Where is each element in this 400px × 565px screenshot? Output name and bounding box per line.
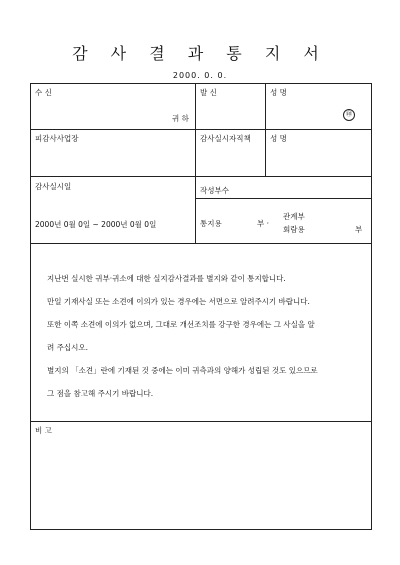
sender-name-label: 성 명 [270, 88, 287, 97]
body-paragraph: 만일 기재사실 또는 소견에 이의가 있는 경우에는 서면으로 알려주시기 바랍니다. [47, 297, 310, 306]
document-title: 감 사 결 과 통 지 서 [72, 44, 328, 63]
document-date: 2000. 0. 0. [172, 71, 228, 80]
inspector-position-label: 감사실시자직책 [200, 134, 251, 143]
audit-period-value: 2000년 0월 0일 ~ 2000년 0월 0일 [35, 220, 157, 229]
recipient-suffix: 귀 하 [172, 114, 189, 123]
inspector-name-label: 성 명 [270, 134, 287, 143]
audited-site-label: 피감사사업장 [35, 134, 79, 143]
sender-label: 발 신 [200, 88, 217, 97]
body-paragraph: 지난번 실시한 귀부·귀소에 대한 실지감사결과를 별지와 같이 통지합니다. [47, 274, 286, 283]
seal-icon: ㊞ [343, 109, 355, 121]
notice-copies-unit: 부 · [257, 219, 270, 228]
circulation-unit: 부 [355, 225, 363, 234]
related-dept-label: 관계부 [283, 212, 305, 221]
notice-copies-label: 통지용 [200, 219, 222, 228]
circulation-label: 회람용 [283, 225, 305, 234]
recipient-label: 수 신 [35, 88, 52, 97]
body-paragraph: 또한 이쪽 소견에 이의가 없으며, 그대로 개선조치를 강구한 경우에는 그 사실을 알 [47, 320, 315, 329]
audit-period-label: 감사실시일 [35, 182, 72, 191]
body-paragraph: 려 주십시오. [47, 343, 88, 352]
body-paragraph: 그 점을 참고해 주시기 바랍니다. [47, 389, 154, 398]
remarks-label: 비 고 [35, 426, 52, 435]
copies-label: 작성부수 [200, 186, 229, 195]
body-paragraph: 별지의 「소견」란에 기재된 것 중에는 이미 귀측과의 양해가 성립된 것도 있으므로 [47, 366, 318, 375]
